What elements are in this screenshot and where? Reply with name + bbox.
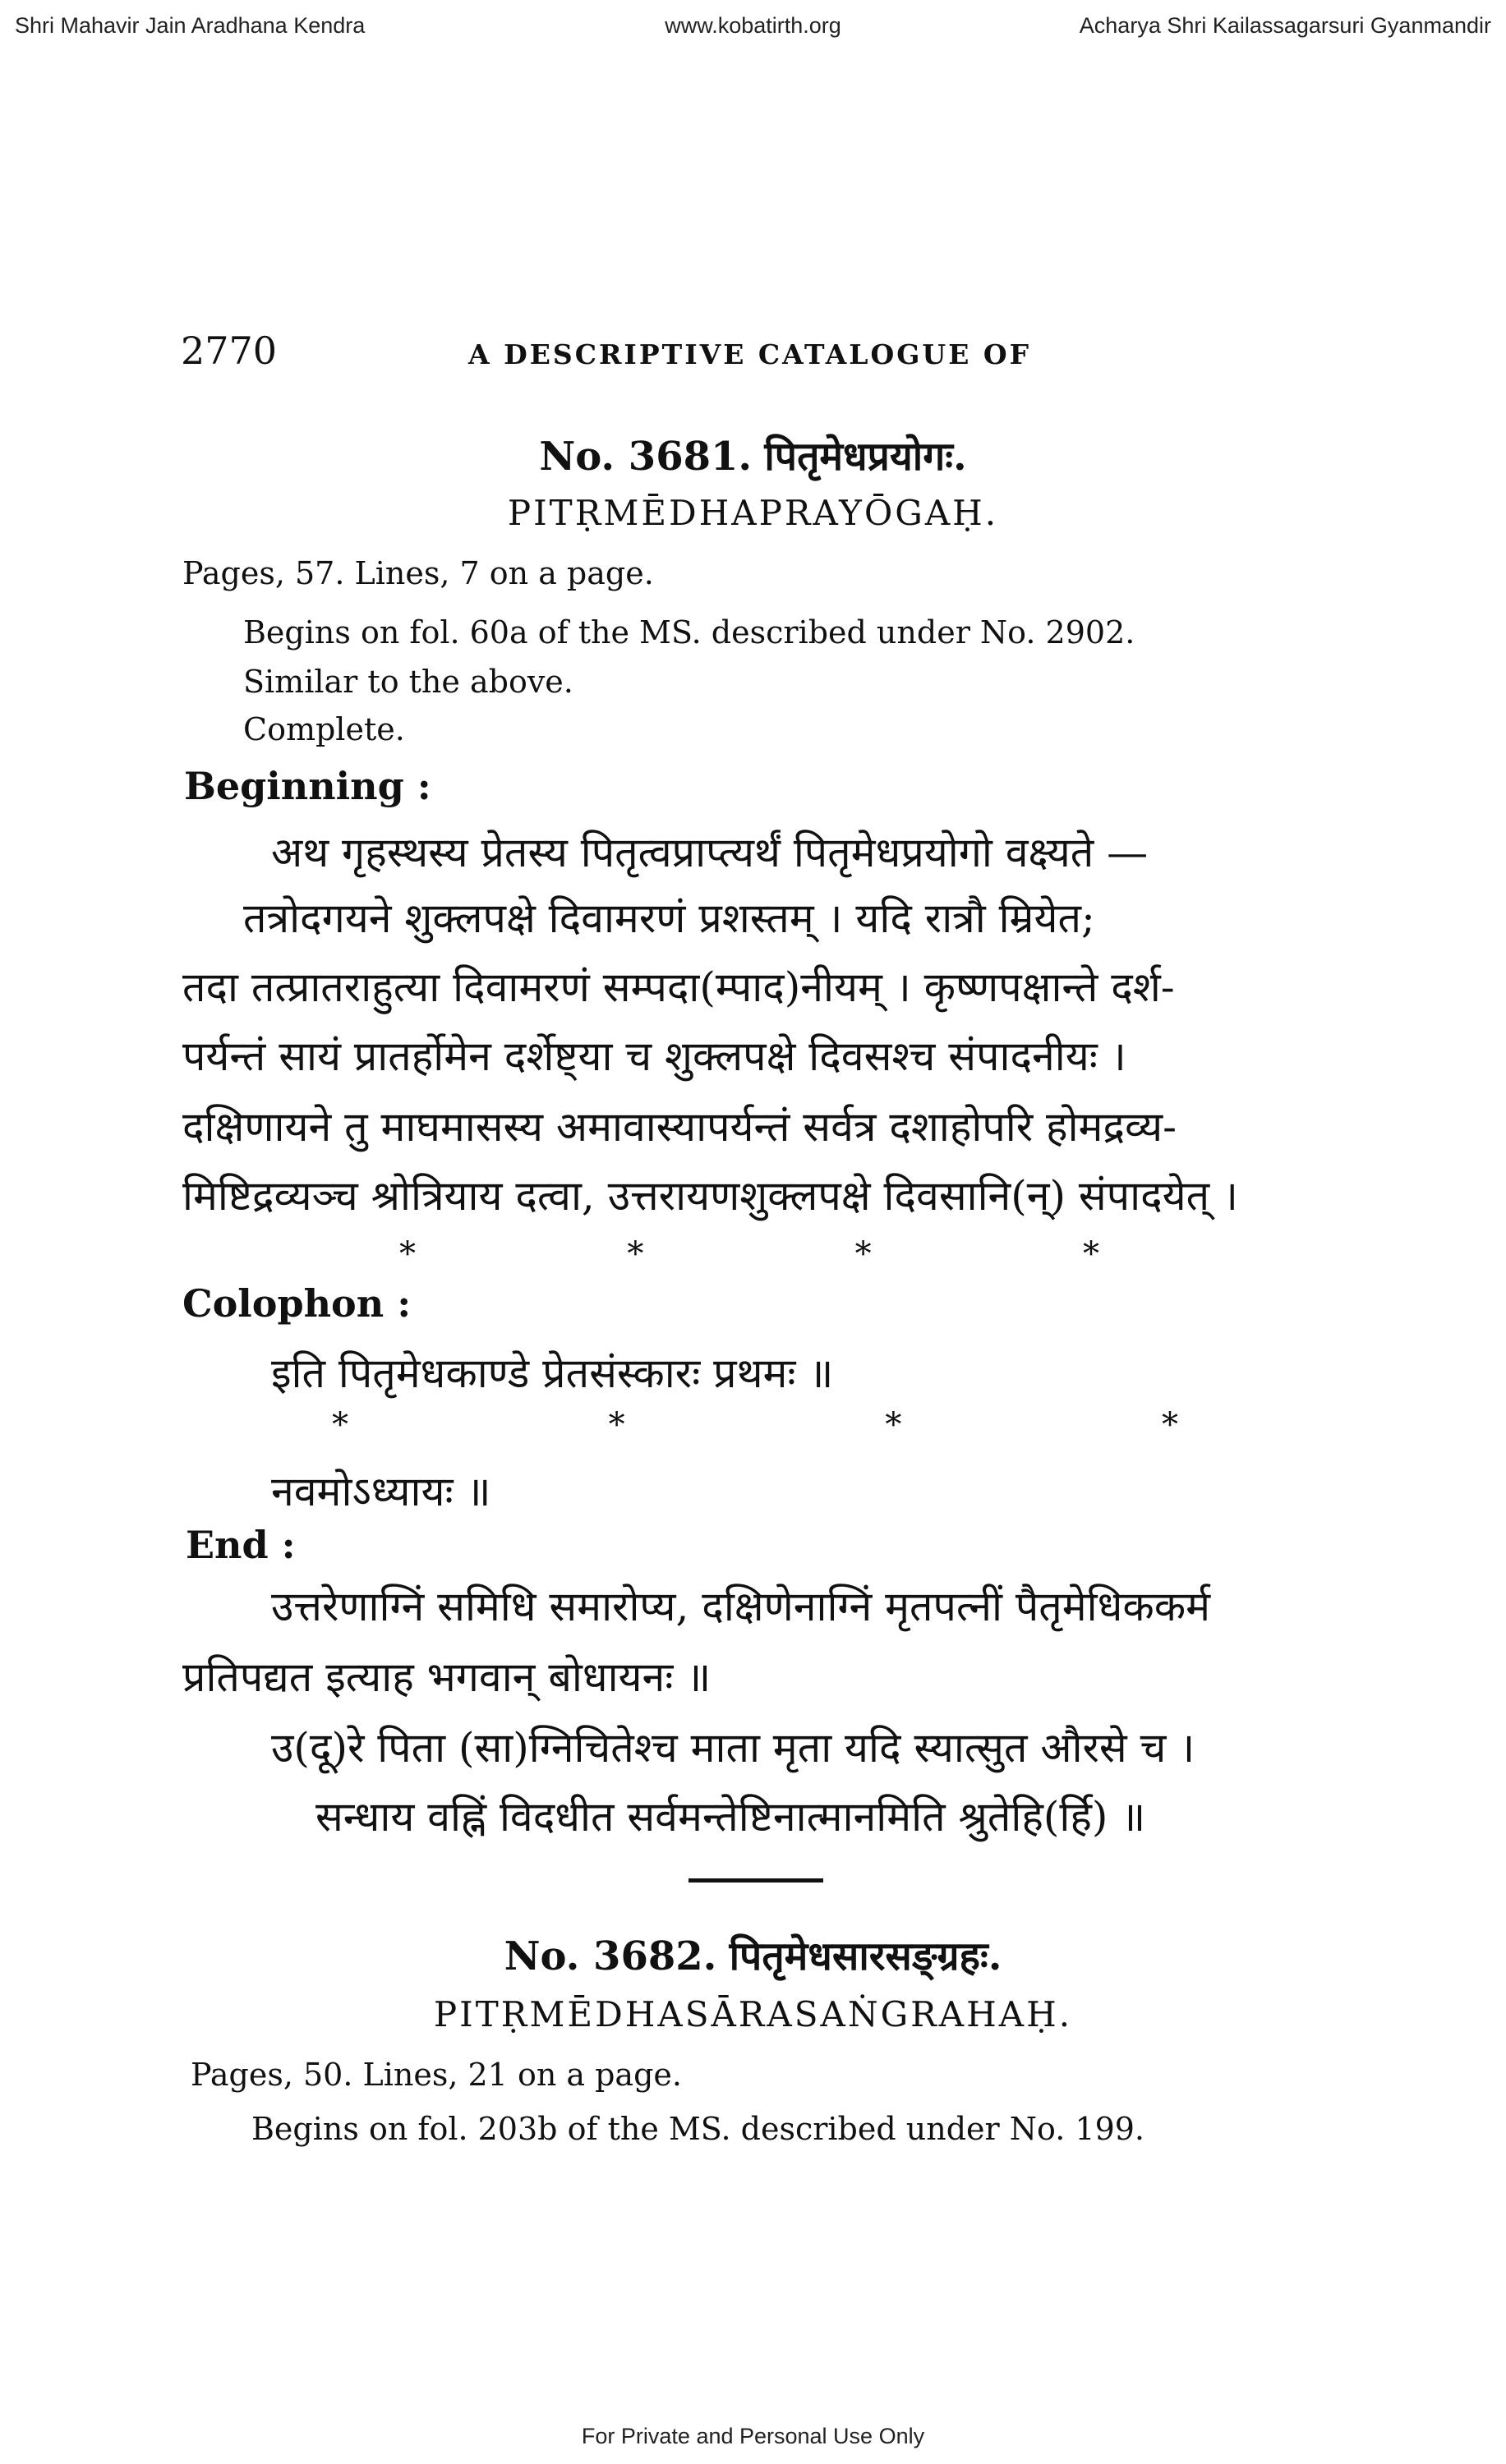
entry-3681-sanskrit-title: पितृमेधप्रयोगः. <box>764 434 967 480</box>
end-label: End : <box>186 1523 296 1567</box>
entry-3681-roman-title: PITṚMĒDHAPRAYŌGAḤ. <box>507 493 999 533</box>
end-line: उ(दू)रे पिता (सा)ग्निचितेश्च माता मृता यदि स्यात्सुत औरसे च । <box>271 1724 1195 1772</box>
entry-3682-note: Begins on fol. 203b of the MS. described under No. 199. <box>251 2111 1145 2147</box>
entry-3681-pages-lines: Pages, 57. Lines, 7 on a page. <box>182 555 654 591</box>
asterisk: * <box>885 1406 902 1444</box>
asterisk: * <box>1161 1406 1178 1444</box>
asterisk: * <box>608 1406 625 1444</box>
entry-3681-number: No. 3681. <box>539 434 753 480</box>
asterisk-separator <box>332 1406 1178 1444</box>
source-header-right: Acharya Shri Kailassagarsuri Gyanmandir <box>1079 13 1491 38</box>
running-head: A DESCRIPTIVE CATALOGUE OF <box>468 338 1032 370</box>
end-line: सन्धाय वह्निं विदधीत सर्वमन्तेष्टिनात्मानमिति श्रुतेहि(र्हि) ॥ <box>315 1793 1146 1841</box>
entry-3681-title <box>0 429 1506 482</box>
entry-3682-pages-lines: Pages, 50. Lines, 21 on a page. <box>191 2057 682 2093</box>
page-number: 2770 <box>181 329 278 373</box>
asterisk: * <box>854 1235 872 1273</box>
source-header-left: Shri Mahavir Jain Aradhana Kendra <box>15 13 366 38</box>
asterisk: * <box>1082 1235 1099 1273</box>
entry-3682-number: No. 3682. <box>504 1933 717 1979</box>
entry-3682-roman-title: PITṚMĒDHASĀRASAṄGRAHAḤ. <box>433 1994 1073 2034</box>
entry-3681-note: Complete. <box>243 711 405 747</box>
colophon-line: इति पितृमेधकाण्डे प्रेतसंस्कारः प्रथमः ॥ <box>271 1349 834 1397</box>
source-header-center[interactable]: www.kobatirth.org <box>665 13 841 38</box>
beginning-label: Beginning : <box>184 764 431 808</box>
end-line: प्रतिपद्यत इत्याह भगवान् बोधायनः ॥ <box>182 1653 712 1701</box>
entry-3681-note: Begins on fol. 60a of the MS. described under No. 2902. <box>243 614 1135 650</box>
beginning-line: दक्षिणायने तु माघमासस्य अमावास्यापर्यन्तं सर्वत्र दशाहोपरि होमद्रव्य- <box>182 1103 1177 1151</box>
section-divider <box>689 1878 823 1882</box>
beginning-line: मिष्टिद्रव्यञ्च श्रोत्रियाय दत्वा, उत्तरायणशुक्लपक्षे दिवसानि(न्) संपादयेत् । <box>182 1172 1238 1220</box>
asterisk: * <box>332 1406 348 1444</box>
asterisk: * <box>399 1235 416 1273</box>
colophon-label: Colophon : <box>182 1281 412 1326</box>
end-line: उत्तरेणाग्निं समिधि समारोप्य, दक्षिणेनाग्निं मृतपत्नीं पैतृमेधिककर्म <box>271 1583 1211 1630</box>
asterisk-separator <box>399 1235 1099 1273</box>
asterisk: * <box>627 1235 644 1273</box>
beginning-line: अथ गृहस्थस्य प्रेतस्य पितृत्वप्राप्त्यर्थं पितृमेधप्रयोगो वक्ष्यते — <box>271 829 1149 876</box>
entry-3682-sanskrit-title: पितृमेधसारसङ्ग्रहः. <box>729 1933 1002 1979</box>
beginning-line: तत्रोदगयने शुक्लपक्षे दिवामरणं प्रशस्तम् । यदि रात्रौ म्रियेत; <box>243 894 1095 942</box>
entry-3682-title <box>0 1928 1506 1982</box>
footer-note: For Private and Personal Use Only <box>581 2424 925 2448</box>
beginning-line: तदा तत्प्रातराहुत्या दिवामरणं सम्पदा(म्पाद)नीयम् । कृष्णपक्षान्ते दर्श- <box>182 963 1175 1011</box>
colophon-line: नवमोऽध्यायः ॥ <box>271 1468 491 1515</box>
beginning-line: पर्यन्तं सायं प्रातर्होमेन दर्शेष्ट्या च शुक्लपक्षे दिवसश्च संपादनीयः । <box>182 1032 1126 1080</box>
entry-3681-note: Similar to the above. <box>243 664 573 700</box>
